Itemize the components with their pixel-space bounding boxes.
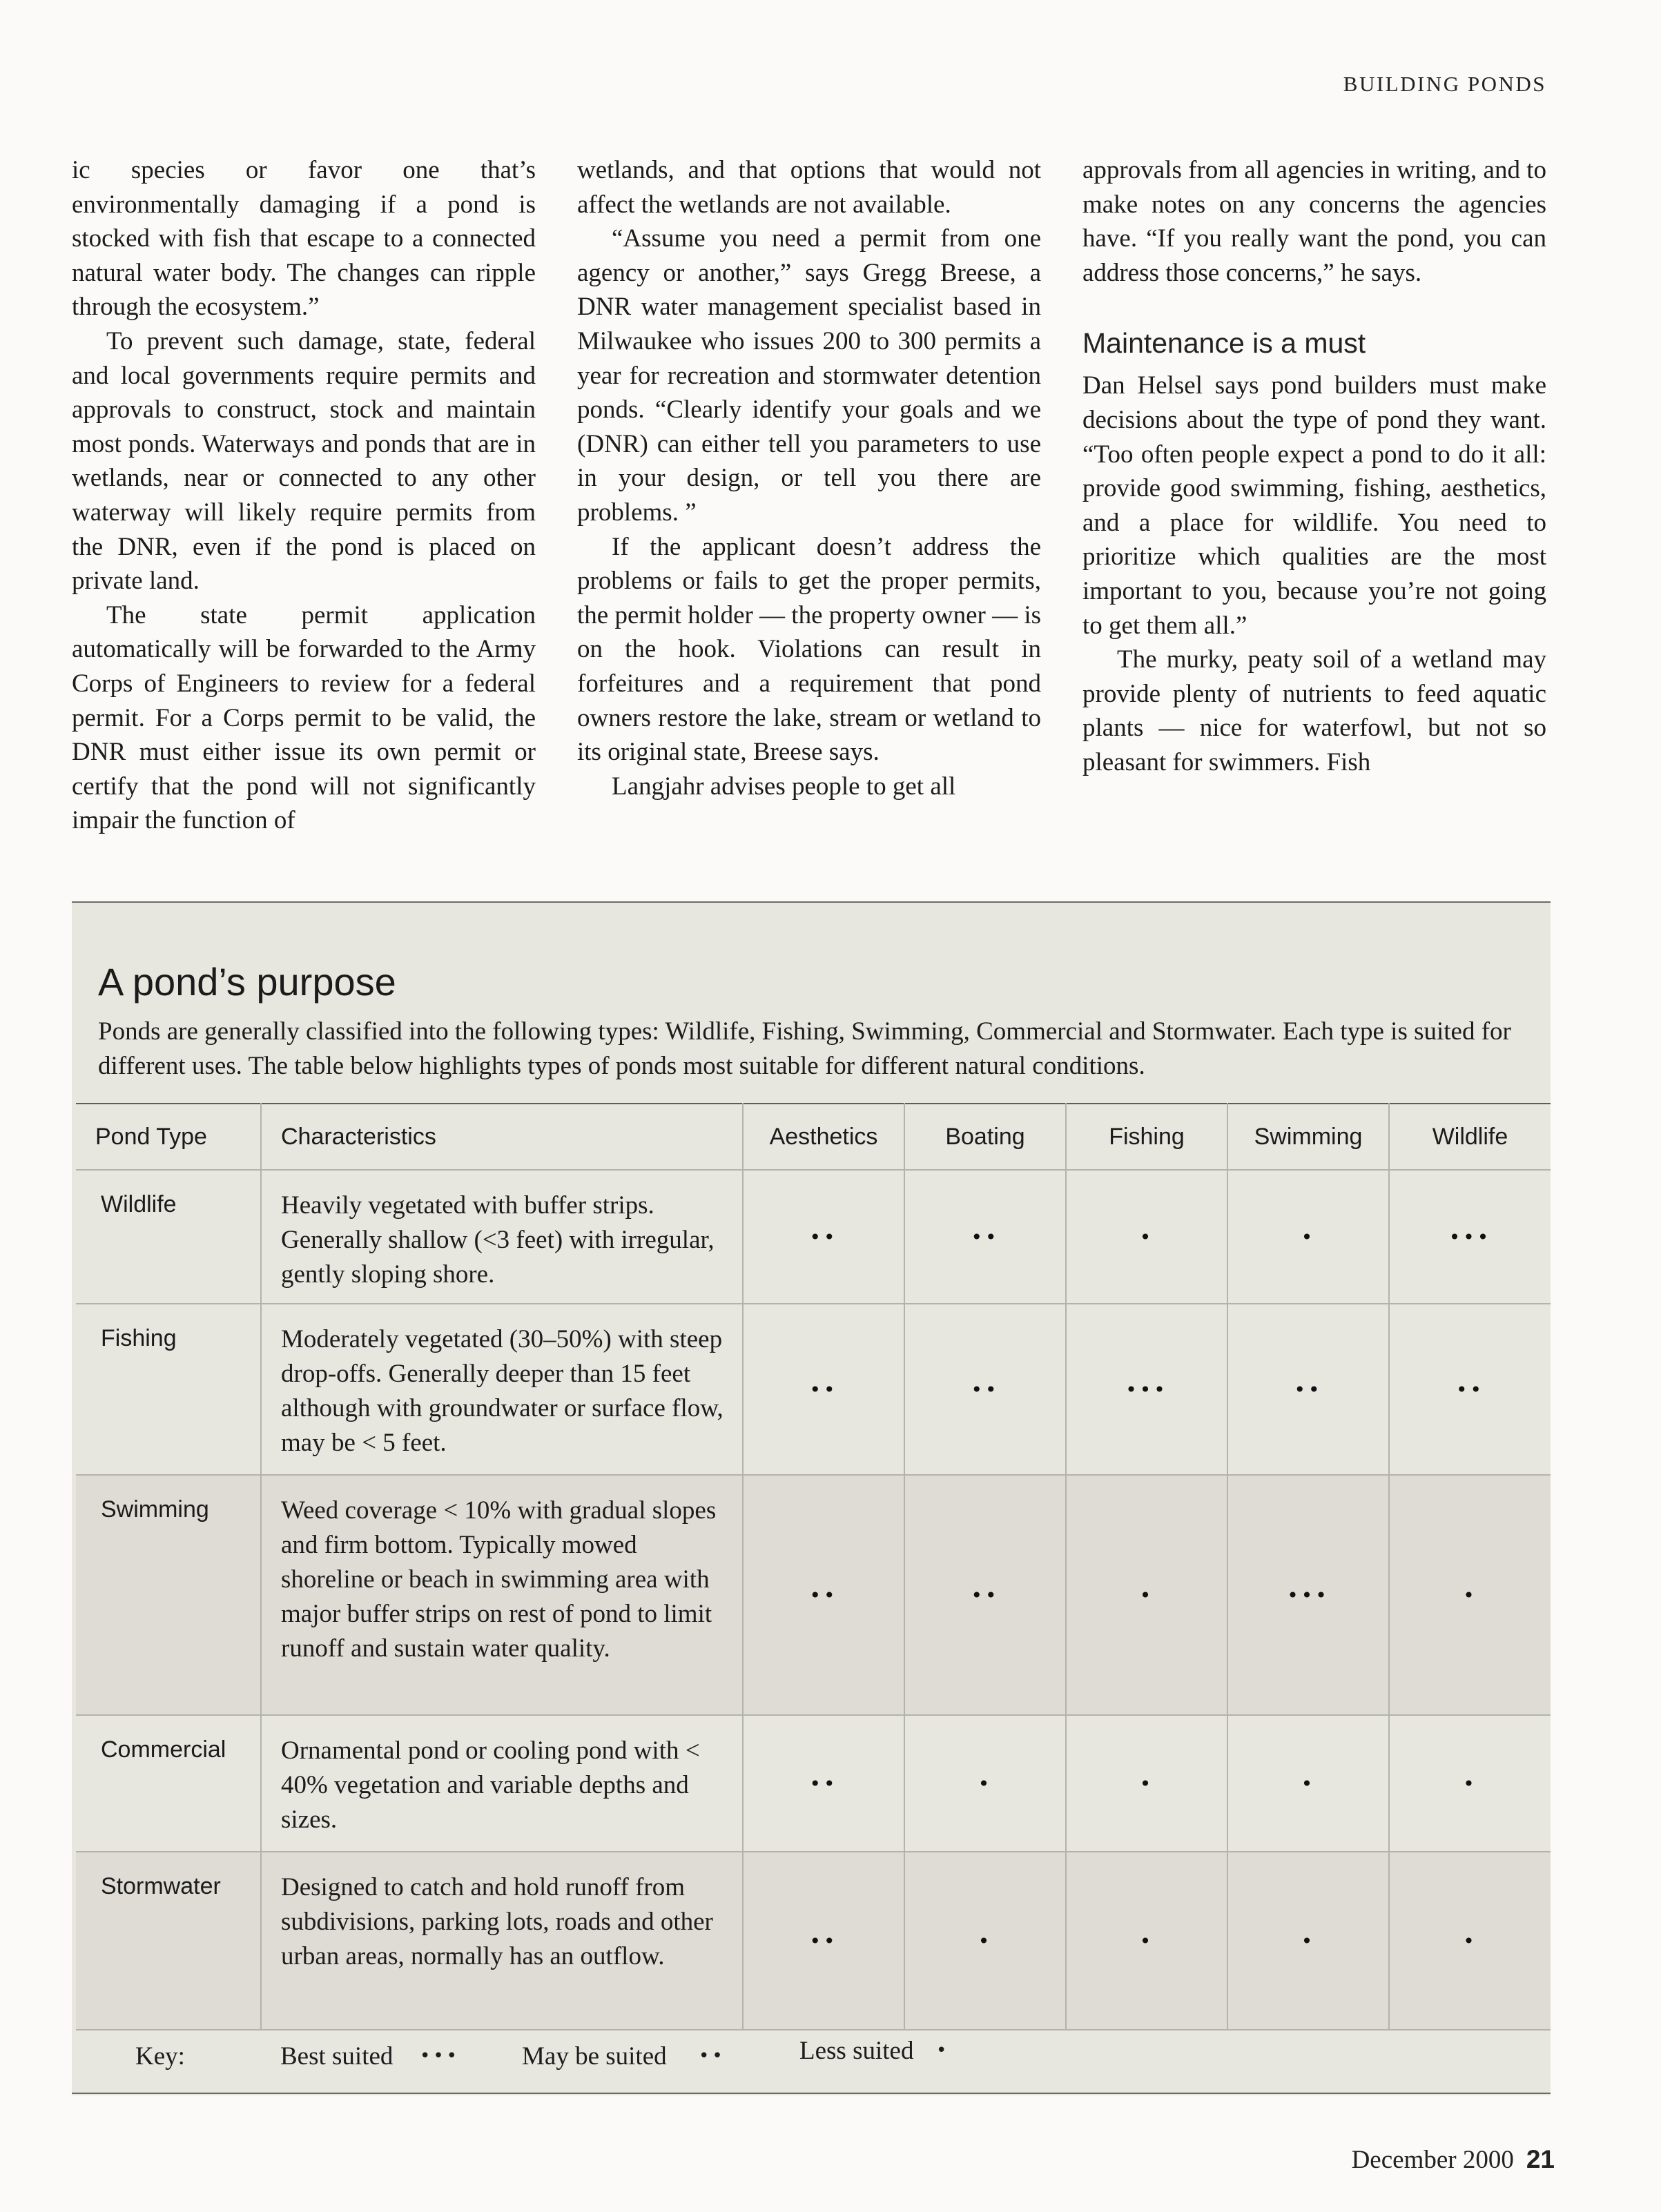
paragraph: Dan Helsel says pond builders must make decisions about the type of pond they want. “Too often people expect a pond to do it all: provide good swimming, fishing, aesthetics, and a place for wildlife. You need to prioritize which qualities are the most important to you, because you’re not going to get them all.” bbox=[1082, 371, 1546, 640]
paragraph: “Assume you need a permit from one agency or another,” says Gregg Breese, a DNR water management specialist based in Milwaukee who issues 200 to 300 permits a year for recreation and stormwater detention ponds. “Clearly identify your goals and we (DNR) can either tell you parameters to use in your design, or tell you there are problems. ” bbox=[577, 224, 1041, 527]
rating-cell: •• bbox=[1227, 1304, 1389, 1475]
column-header: Pond Type bbox=[76, 1104, 261, 1170]
rating-cell: • bbox=[1389, 1475, 1551, 1715]
running-header: BUILDING PONDS bbox=[1343, 72, 1546, 96]
table-row bbox=[76, 1715, 1551, 1852]
table-row bbox=[76, 1304, 1551, 1475]
paragraph: Langjahr advises people to get all bbox=[612, 772, 956, 801]
pond-type-table bbox=[76, 1103, 1551, 2030]
key-less-dots: • bbox=[936, 2040, 950, 2061]
rating-cell: •• bbox=[743, 1170, 904, 1304]
rating-cell: •• bbox=[904, 1170, 1066, 1304]
issue-date: December 2000 bbox=[1351, 2146, 1514, 2174]
page-footer bbox=[1352, 2145, 1555, 2175]
rating-cell: • bbox=[904, 1852, 1066, 2030]
rating-cell: • bbox=[1227, 1715, 1389, 1852]
rating-cell: •• bbox=[743, 1715, 904, 1852]
rating-cell: • bbox=[904, 1715, 1066, 1852]
pond-purpose-sidebar bbox=[72, 901, 1551, 2095]
rating-cell: •• bbox=[904, 1304, 1066, 1475]
rating-cell: ••• bbox=[1227, 1475, 1389, 1715]
key-may-label: May be suited bbox=[522, 2042, 667, 2071]
pond-type-cell: Wildlife bbox=[76, 1170, 261, 1304]
rating-cell: •• bbox=[1389, 1304, 1551, 1475]
characteristics-cell: Moderately vegetated (30–50%) with steep drop-offs. Generally deeper than 15 feet although with groundwater or surface flow, may be < 5 feet. bbox=[261, 1304, 743, 1475]
key-divider bbox=[72, 2093, 1551, 2094]
pond-type-cell: Commercial bbox=[76, 1715, 261, 1852]
rating-cell: • bbox=[1066, 1170, 1227, 1304]
article-column-3 bbox=[1082, 153, 1546, 780]
rating-cell: •• bbox=[904, 1475, 1066, 1715]
rating-cell: • bbox=[1389, 1715, 1551, 1852]
rating-cell: • bbox=[1066, 1475, 1227, 1715]
sidebar-intro: Ponds are generally classified into the following types: Wildlife, Fishing, Swimming, Commercial and Stormwater. Each type is suited for different uses. The table below highlights types of ponds most suitable for different natural conditions. bbox=[98, 1017, 1511, 1080]
paragraph: ic species or favor one that’s environmentally damaging if a pond is stocked with fish that escape to a connected natural water body. The changes can ripple through the ecosystem.” bbox=[72, 156, 536, 322]
paragraph: approvals from all agencies in writing, and to make notes on any concerns the agencies have. “If you really want the pond, you can address those concerns,” he says. bbox=[1082, 156, 1546, 287]
rating-cell: ••• bbox=[1389, 1170, 1551, 1304]
table-header-row bbox=[76, 1104, 1551, 1170]
paragraph: If the applicant doesn’t address the problems or fails to get the proper permits, the permit holder — the property owner — is on the hook. Violations can result in forfeitures and a requirement that pond owners restore the lake, stream or wetland to its original state, Breese says. bbox=[577, 532, 1041, 767]
paragraph: The state permit application automatically will be forwarded to the Army Corps of Engineers to review for a federal permit. For a Corps permit to be valid, the DNR must either issue its own permit or certify that the pond will not significantly impair the function of bbox=[72, 600, 536, 835]
rating-cell: • bbox=[1066, 1852, 1227, 2030]
pond-type-cell: Stormwater bbox=[76, 1852, 261, 2030]
key-less-label: Less suited bbox=[799, 2037, 914, 2065]
rating-cell: •• bbox=[743, 1304, 904, 1475]
key-label: Key: bbox=[135, 2042, 185, 2071]
rating-cell: • bbox=[1227, 1170, 1389, 1304]
column-header: Boating bbox=[904, 1104, 1066, 1170]
characteristics-cell: Designed to catch and hold runoff from subdivisions, parking lots, roads and other urban areas, normally has an outflow. bbox=[261, 1852, 743, 2030]
table-row bbox=[76, 1475, 1551, 1715]
table-row bbox=[76, 1170, 1551, 1304]
paragraph: wetlands, and that options that would not affect the wetlands are not available. bbox=[577, 156, 1041, 219]
sidebar-title: A pond’s purpose bbox=[98, 960, 396, 1004]
key-best-dots: ••• bbox=[420, 2046, 460, 2066]
rating-cell: •• bbox=[743, 1852, 904, 2030]
characteristics-cell: Heavily vegetated with buffer strips. Generally shallow (<3 feet) with irregular, gently sloping shore. bbox=[261, 1170, 743, 1304]
rating-cell: •• bbox=[743, 1475, 904, 1715]
column-header: Fishing bbox=[1066, 1104, 1227, 1170]
column-header: Swimming bbox=[1227, 1104, 1389, 1170]
article-column-2 bbox=[577, 153, 1041, 803]
subhead: Maintenance is a must bbox=[1082, 327, 1366, 360]
rating-cell: • bbox=[1066, 1715, 1227, 1852]
rating-cell: • bbox=[1227, 1852, 1389, 2030]
pond-type-cell: Swimming bbox=[76, 1475, 261, 1715]
paragraph: To prevent such damage, state, federal and local governments require permits and approvals to construct, stock and maintain most ponds. Waterways and ponds that are in wetlands, near or connected to any other waterway will likely require permits from the DNR, even if the pond is placed on private land. bbox=[72, 326, 536, 596]
page-number: 21 bbox=[1526, 2145, 1555, 2173]
characteristics-cell: Weed coverage < 10% with gradual slopes and firm bottom. Typically mowed shoreline or beach in swimming area with major buffer strips on rest of pond to limit runoff and sustain water quality. bbox=[261, 1475, 743, 1715]
rating-cell: • bbox=[1389, 1852, 1551, 2030]
pond-type-cell: Fishing bbox=[76, 1304, 261, 1475]
column-header: Aesthetics bbox=[743, 1104, 904, 1170]
article-column-1 bbox=[72, 153, 536, 838]
rating-cell: ••• bbox=[1066, 1304, 1227, 1475]
paragraph: The murky, peaty soil of a wetland may provide plenty of nutrients to feed aquatic plants — nice for waterfowl, but not so pleasant for swimmers. Fish bbox=[1082, 645, 1546, 776]
table-row bbox=[76, 1852, 1551, 2030]
characteristics-cell: Ornamental pond or cooling pond with < 40% vegetation and variable depths and sizes. bbox=[261, 1715, 743, 1852]
column-header: Wildlife bbox=[1389, 1104, 1551, 1170]
key-may-dots: •• bbox=[699, 2046, 726, 2066]
column-header: Characteristics bbox=[261, 1104, 743, 1170]
key-best-label: Best suited bbox=[280, 2042, 394, 2071]
